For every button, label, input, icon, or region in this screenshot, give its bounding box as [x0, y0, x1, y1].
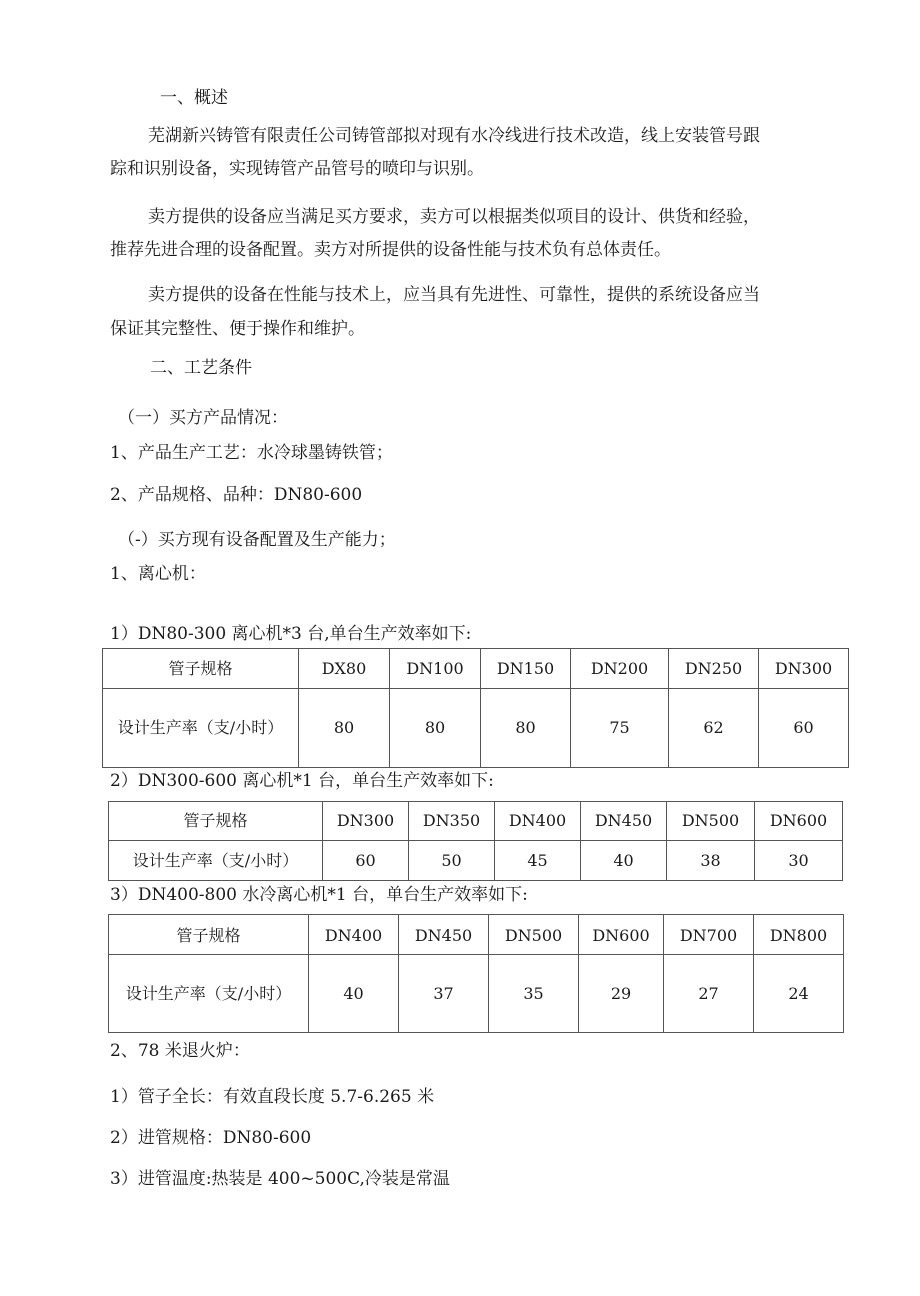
- table-1-rate: 62: [669, 689, 759, 768]
- table-1-rate: 60: [759, 689, 849, 768]
- table-1-rate-label: 设计生产率（支/小时）: [103, 689, 299, 768]
- table-3-size: DN450: [399, 915, 489, 955]
- table-1-size: DN100: [390, 649, 481, 689]
- table-2-rate: 40: [581, 841, 667, 881]
- table-2-rate: 30: [755, 841, 843, 881]
- buyer-products-heading: （一）买方产品情况：: [118, 408, 288, 428]
- table-2-rate: 50: [409, 841, 495, 881]
- furnace-item-3: 3）进管温度:热装是 400~500C,冷装是常温: [110, 1169, 450, 1189]
- table-1-size: DN200: [571, 649, 669, 689]
- centrifuge-table-3: [108, 914, 844, 1033]
- paragraph-2-line-2: 推荐先进合理的设备配置。卖方对所提供的设备性能与技术负有总体责任。: [110, 240, 671, 260]
- table-3-size: DN800: [754, 915, 844, 955]
- table-1-size: DN150: [481, 649, 571, 689]
- product-spec: 2、产品规格、品种：DN80-600: [110, 485, 363, 505]
- table-3-rate: 29: [579, 955, 664, 1033]
- table-2-size-label: 管子规格: [109, 802, 323, 841]
- table-2-size: DN450: [581, 802, 667, 841]
- table-3-rate: 40: [309, 955, 399, 1033]
- table-3-rate: 37: [399, 955, 489, 1033]
- table-3-rate: 35: [489, 955, 579, 1033]
- table-1-rate: 80: [299, 689, 390, 768]
- table-2-size: DN600: [755, 802, 843, 841]
- table-2-rate: 38: [667, 841, 755, 881]
- overview-heading: 一、概述: [160, 88, 228, 108]
- table-3-size-label: 管子规格: [109, 915, 309, 955]
- centrifuge-table-1: [102, 648, 849, 768]
- table-1-rate: 80: [481, 689, 571, 768]
- table-1-caption: 1）DN80-300 离心机*3 台,单台生产效率如下:: [110, 624, 472, 644]
- table-3-caption: 3）DN400-800 水冷离心机*1 台，单台生产效率如下:: [110, 885, 528, 905]
- process-heading: 二、工艺条件: [150, 358, 252, 378]
- table-2-size: DN300: [323, 802, 409, 841]
- paragraph-2-line-1: 卖方提供的设备应当满足买方要求，卖方可以根据类似项目的设计、供货和经验，: [148, 207, 760, 227]
- table-2-size: DN500: [667, 802, 755, 841]
- table-3-size: DN600: [579, 915, 664, 955]
- table-1-size-label: 管子规格: [103, 649, 299, 689]
- table-2-rate: 60: [323, 841, 409, 881]
- table-1-size: DN300: [759, 649, 849, 689]
- paragraph-3-line-2: 保证其完整性、便于操作和维护。: [110, 319, 365, 339]
- table-2-size: DN350: [409, 802, 495, 841]
- paragraph-1-line-2: 踪和识别设备，实现铸管产品管号的喷印与识别。: [110, 159, 484, 179]
- furnace-item-2: 2）进管规格：DN80-600: [110, 1128, 312, 1148]
- furnace-heading: 2、78 米退火炉：: [110, 1041, 250, 1061]
- centrifuge-heading: 1、离心机：: [110, 564, 206, 584]
- furnace-item-1: 1）管子全长：有效直段长度 5.7-6.265 米: [110, 1087, 435, 1107]
- table-1-rate: 75: [571, 689, 669, 768]
- table-3-rate: 27: [664, 955, 754, 1033]
- table-3-rate: 24: [754, 955, 844, 1033]
- equipment-heading: （-）买方现有设备配置及生产能力；: [118, 530, 396, 550]
- table-1-size: DX80: [299, 649, 390, 689]
- table-1-size: DN250: [669, 649, 759, 689]
- table-3-size: DN500: [489, 915, 579, 955]
- table-2-caption: 2）DN300-600 离心机*1 台，单台生产效率如下:: [110, 771, 494, 791]
- table-1-rate: 80: [390, 689, 481, 768]
- table-2-rate: 45: [495, 841, 581, 881]
- paragraph-1-line-1: 芜湖新兴铸管有限责任公司铸管部拟对现有水冷线进行技术改造，线上安装管号跟: [148, 126, 760, 146]
- table-2-size: DN400: [495, 802, 581, 841]
- table-3-size: DN400: [309, 915, 399, 955]
- centrifuge-table-2: [108, 801, 843, 881]
- paragraph-3-line-1: 卖方提供的设备在性能与技术上，应当具有先进性、可靠性，提供的系统设备应当: [148, 285, 760, 305]
- table-3-rate-label: 设计生产率（支/小时）: [109, 955, 309, 1033]
- table-2-rate-label: 设计生产率（支/小时）: [109, 841, 323, 881]
- product-process: 1、产品生产工艺：水冷球墨铸铁管；: [110, 443, 393, 463]
- table-3-size: DN700: [664, 915, 754, 955]
